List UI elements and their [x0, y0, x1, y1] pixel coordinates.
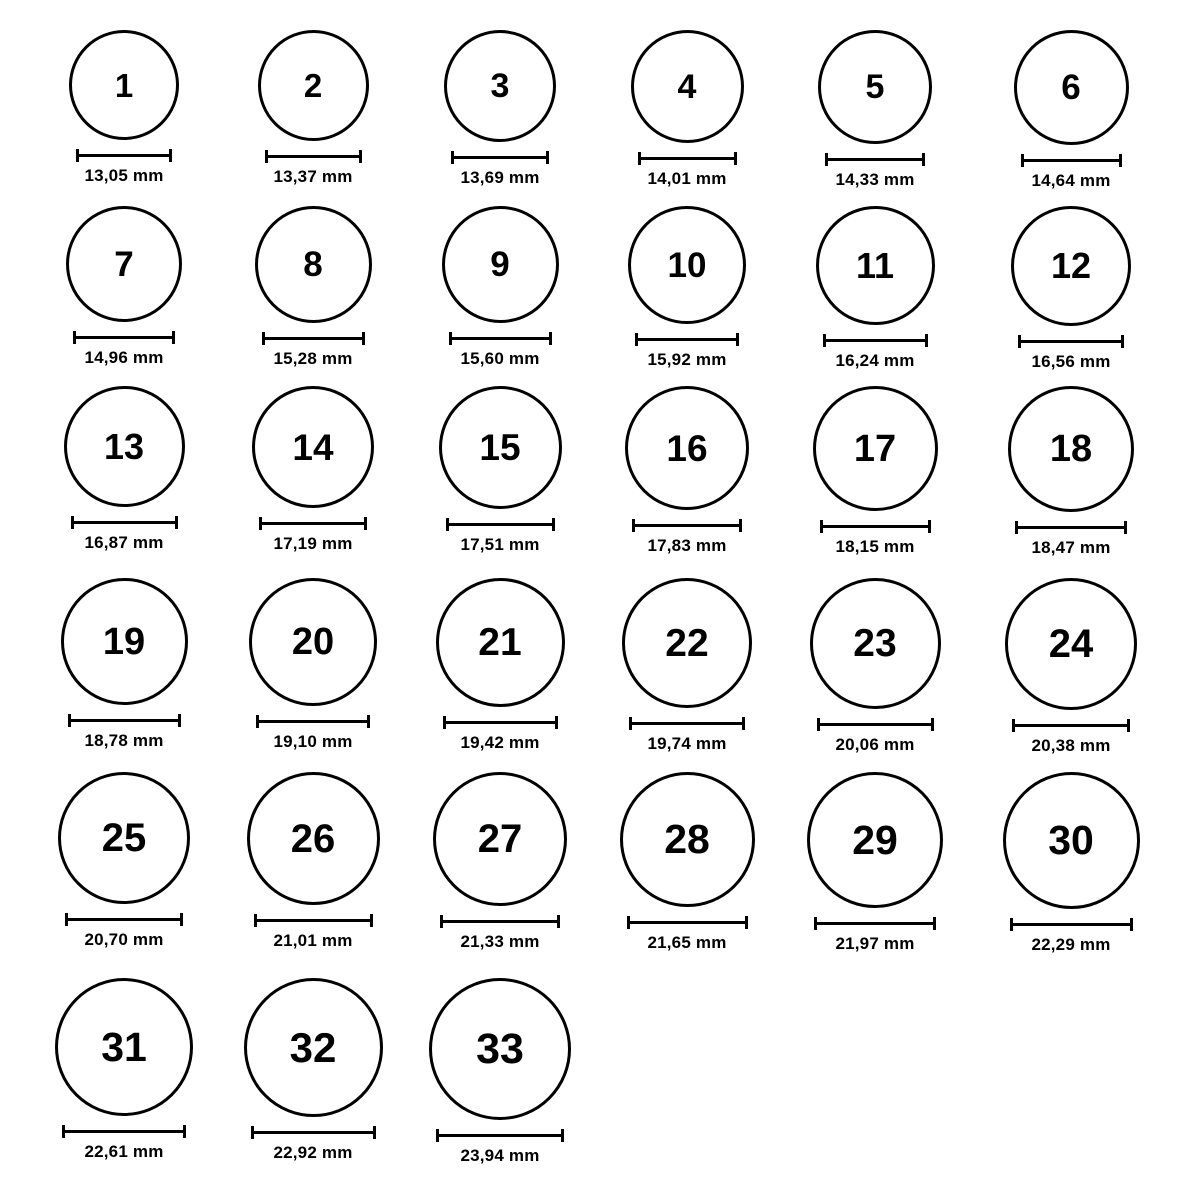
- ring-circle: [64, 386, 185, 507]
- diameter-label: 21,97 mm: [835, 934, 915, 953]
- measure-cap-left: [62, 1125, 65, 1138]
- ring-circle: [625, 386, 749, 510]
- ring-size-number: 32: [289, 1023, 337, 1071]
- ring-size-number: 5: [865, 68, 885, 106]
- measure-cap-right: [370, 914, 373, 927]
- ring-circle: [1008, 386, 1134, 512]
- ring-circle: [247, 772, 380, 905]
- ring-circle: [810, 578, 941, 709]
- diameter-label: 13,69 mm: [460, 168, 540, 187]
- measure-cap-left: [65, 913, 68, 926]
- measure-line: [825, 158, 925, 161]
- measure-cap-right: [362, 332, 365, 345]
- measure-cap-left: [265, 150, 268, 163]
- ring-size-item: [58, 772, 190, 950]
- ring-size-item: [625, 386, 749, 556]
- diameter-measure-bar: [635, 333, 739, 345]
- measure-cap-left: [638, 152, 641, 165]
- diameter-label: 14,01 mm: [647, 169, 727, 188]
- ring-size-number: 29: [852, 816, 898, 863]
- ring-size-item: [818, 30, 932, 190]
- measure-cap-right: [745, 916, 748, 929]
- diameter-label: 20,38 mm: [1031, 736, 1111, 755]
- diameter-measure-bar: [76, 149, 172, 161]
- measure-cap-left: [73, 331, 76, 344]
- diameter-measure-bar: [629, 717, 745, 729]
- measure-cap-left: [262, 332, 265, 345]
- measure-cap-left: [627, 916, 630, 929]
- measure-cap-left: [1010, 918, 1013, 931]
- measure-cap-right: [359, 150, 362, 163]
- diameter-measure-bar: [440, 915, 560, 927]
- ring-size-number: 2: [303, 67, 323, 104]
- ring-size-item: [622, 578, 752, 754]
- ring-size-number: 14: [292, 426, 334, 468]
- measure-cap-right: [561, 1129, 564, 1142]
- ring-size-item: [244, 978, 383, 1163]
- ring-circle: [816, 206, 935, 325]
- ring-size-number: 24: [1048, 622, 1094, 666]
- diameter-label: 16,24 mm: [835, 351, 915, 370]
- diameter-label: 13,37 mm: [273, 167, 353, 186]
- diameter-measure-bar: [265, 150, 362, 162]
- measure-cap-right: [925, 334, 928, 347]
- diameter-measure-bar: [1012, 719, 1130, 731]
- measure-cap-left: [440, 915, 443, 928]
- diameter-measure-bar: [259, 517, 367, 529]
- measure-cap-left: [443, 716, 446, 729]
- measure-line: [820, 525, 931, 528]
- ring-size-item: [810, 578, 941, 755]
- measure-cap-right: [928, 520, 931, 533]
- diameter-measure-bar: [814, 917, 936, 929]
- ring-size-item: [620, 772, 755, 953]
- ring-circle: [61, 578, 188, 705]
- ring-size-item: [442, 206, 559, 369]
- ring-circle: [1014, 30, 1129, 145]
- diameter-measure-bar: [62, 1125, 186, 1137]
- measure-line: [71, 521, 178, 524]
- ring-circle: [1011, 206, 1131, 326]
- measure-cap-right: [175, 516, 178, 529]
- ring-size-number: 16: [666, 427, 708, 469]
- ring-size-item: [1003, 772, 1140, 955]
- diameter-label: 15,60 mm: [460, 349, 540, 368]
- diameter-measure-bar: [256, 715, 370, 727]
- measure-cap-left: [1012, 719, 1015, 732]
- ring-size-number: 21: [478, 621, 522, 664]
- ring-circle: [818, 30, 932, 144]
- diameter-label: 15,28 mm: [273, 349, 353, 368]
- measure-cap-right: [364, 517, 367, 530]
- measure-line: [638, 157, 737, 160]
- ring-size-number: 31: [101, 1023, 147, 1070]
- measure-cap-right: [742, 717, 745, 730]
- ring-size-item: [1014, 30, 1129, 191]
- ring-size-number: 28: [664, 816, 710, 862]
- ring-circle: [69, 30, 179, 140]
- diameter-measure-bar: [1018, 335, 1124, 347]
- ring-circle: [1005, 578, 1137, 710]
- ring-size-number: 22: [665, 621, 709, 665]
- ring-circle: [249, 578, 377, 706]
- measure-line: [627, 921, 748, 924]
- diameter-measure-bar: [449, 332, 552, 344]
- diameter-measure-bar: [627, 916, 748, 928]
- ring-size-number: 11: [855, 244, 895, 286]
- measure-cap-right: [734, 152, 737, 165]
- measure-line: [632, 524, 742, 527]
- diameter-measure-bar: [1010, 918, 1133, 930]
- ring-size-item: [258, 30, 369, 187]
- ring-size-item: [255, 206, 372, 369]
- measure-cap-left: [629, 717, 632, 730]
- diameter-label: 14,96 mm: [84, 348, 164, 367]
- ring-size-item: [69, 30, 179, 186]
- measure-line: [254, 919, 373, 922]
- diameter-measure-bar: [1015, 521, 1127, 533]
- ring-size-number: 13: [103, 425, 145, 467]
- ring-size-number: 1: [114, 66, 134, 104]
- ring-size-item: [55, 978, 193, 1162]
- ring-size-item: [436, 578, 565, 753]
- measure-line: [265, 155, 362, 158]
- measure-line: [62, 1130, 186, 1133]
- measure-cap-left: [254, 914, 257, 927]
- measure-line: [436, 1134, 564, 1137]
- measure-line: [635, 338, 739, 341]
- ring-size-item: [429, 978, 571, 1166]
- ring-circle: [58, 772, 190, 904]
- measure-cap-right: [1127, 719, 1130, 732]
- measure-line: [1012, 724, 1130, 727]
- diameter-label: 21,33 mm: [460, 932, 540, 951]
- ring-size-number: 9: [490, 245, 510, 284]
- diameter-label: 18,15 mm: [835, 537, 915, 556]
- measure-line: [449, 337, 552, 340]
- measure-cap-right: [172, 331, 175, 344]
- measure-cap-left: [449, 332, 452, 345]
- measure-line: [1021, 159, 1122, 162]
- diameter-measure-bar: [823, 334, 928, 346]
- measure-line: [262, 337, 365, 340]
- ring-circle: [255, 206, 372, 323]
- diameter-label: 17,51 mm: [460, 535, 540, 554]
- diameter-label: 14,33 mm: [835, 170, 915, 189]
- measure-cap-left: [820, 520, 823, 533]
- ring-circle: [55, 978, 193, 1116]
- diameter-measure-bar: [825, 153, 925, 165]
- ring-size-number: 25: [101, 816, 147, 860]
- ring-circle: [807, 772, 943, 908]
- measure-cap-left: [256, 715, 259, 728]
- measure-cap-right: [931, 718, 934, 731]
- ring-size-number: 6: [1061, 68, 1081, 107]
- diameter-label: 17,19 mm: [273, 534, 353, 553]
- ring-circle: [439, 386, 562, 509]
- measure-cap-left: [451, 151, 454, 164]
- measure-line: [446, 523, 555, 526]
- ring-size-item: [807, 772, 943, 954]
- measure-cap-right: [739, 519, 742, 532]
- diameter-measure-bar: [638, 152, 737, 164]
- ring-circle: [444, 30, 556, 142]
- diameter-measure-bar: [71, 516, 178, 528]
- ring-circle: [258, 30, 369, 141]
- ring-size-item: [66, 206, 182, 368]
- diameter-label: 19,42 mm: [460, 733, 540, 752]
- measure-cap-left: [76, 149, 79, 162]
- measure-cap-left: [635, 333, 638, 346]
- ring-circle: [433, 772, 567, 906]
- ring-size-item: [64, 386, 185, 553]
- ring-circle: [244, 978, 383, 1117]
- ring-size-item: [813, 386, 938, 557]
- ring-size-number: 12: [1050, 245, 1092, 286]
- measure-cap-left: [632, 519, 635, 532]
- measure-cap-right: [178, 714, 181, 727]
- measure-cap-right: [555, 716, 558, 729]
- measure-line: [259, 522, 367, 525]
- measure-line: [817, 723, 934, 726]
- ring-circle: [631, 30, 744, 143]
- diameter-measure-bar: [817, 718, 934, 730]
- ring-size-item: [252, 386, 374, 554]
- ring-circle: [628, 206, 746, 324]
- measure-cap-left: [251, 1126, 254, 1139]
- ring-size-item: [444, 30, 556, 188]
- ring-size-item: [631, 30, 744, 189]
- measure-line: [76, 154, 172, 157]
- measure-cap-right: [552, 518, 555, 531]
- measure-cap-left: [825, 153, 828, 166]
- ring-size-item: [433, 772, 567, 952]
- measure-line: [443, 721, 558, 724]
- ring-size-number: 3: [490, 67, 510, 105]
- measure-cap-left: [817, 718, 820, 731]
- diameter-label: 21,01 mm: [273, 931, 353, 950]
- measure-line: [68, 719, 181, 722]
- ring-size-number: 19: [102, 620, 146, 663]
- measure-line: [256, 720, 370, 723]
- measure-cap-left: [446, 518, 449, 531]
- ring-size-number: 8: [303, 245, 323, 284]
- ring-circle: [813, 386, 938, 511]
- ring-circle: [1003, 772, 1140, 909]
- diameter-label: 19,74 mm: [647, 734, 727, 753]
- diameter-label: 20,70 mm: [84, 930, 164, 949]
- ring-size-item: [1011, 206, 1131, 372]
- ring-circle: [252, 386, 374, 508]
- measure-line: [65, 918, 183, 921]
- diameter-measure-bar: [251, 1126, 376, 1138]
- measure-line: [823, 339, 928, 342]
- measure-line: [251, 1131, 376, 1134]
- ring-circle: [620, 772, 755, 907]
- diameter-label: 18,47 mm: [1031, 538, 1111, 557]
- ring-size-number: 18: [1049, 428, 1093, 470]
- ring-size-number: 23: [853, 622, 897, 665]
- ring-size-number: 15: [479, 427, 521, 468]
- diameter-measure-bar: [632, 519, 742, 531]
- ring-size-item: [816, 206, 935, 371]
- diameter-label: 23,94 mm: [460, 1146, 540, 1165]
- diameter-measure-bar: [65, 913, 183, 925]
- diameter-measure-bar: [73, 331, 175, 343]
- diameter-measure-bar: [254, 914, 373, 926]
- measure-cap-left: [823, 334, 826, 347]
- ring-size-number: 17: [853, 427, 897, 470]
- measure-line: [1010, 923, 1133, 926]
- measure-cap-right: [933, 917, 936, 930]
- diameter-label: 22,61 mm: [84, 1142, 164, 1161]
- diameter-label: 18,78 mm: [84, 731, 164, 750]
- ring-size-number: 26: [290, 816, 336, 861]
- measure-line: [1018, 340, 1124, 343]
- measure-cap-right: [1119, 154, 1122, 167]
- measure-cap-right: [736, 333, 739, 346]
- diameter-label: 17,83 mm: [647, 536, 727, 555]
- measure-cap-right: [1121, 335, 1124, 348]
- diameter-label: 13,05 mm: [84, 166, 164, 185]
- ring-size-item: [628, 206, 746, 370]
- measure-cap-left: [1015, 521, 1018, 534]
- diameter-label: 15,92 mm: [647, 350, 727, 369]
- measure-cap-right: [373, 1126, 376, 1139]
- ring-circle: [429, 978, 571, 1120]
- diameter-measure-bar: [262, 332, 365, 344]
- measure-cap-right: [546, 151, 549, 164]
- measure-cap-right: [180, 913, 183, 926]
- ring-size-number: 4: [677, 67, 697, 106]
- ring-size-number: 7: [114, 244, 134, 284]
- ring-size-item: [1008, 386, 1134, 558]
- ring-size-number: 30: [1048, 817, 1094, 863]
- measure-cap-right: [169, 149, 172, 162]
- diameter-measure-bar: [436, 1129, 564, 1141]
- ring-size-item: [249, 578, 377, 752]
- ring-size-item: [439, 386, 562, 555]
- measure-line: [814, 922, 936, 925]
- measure-cap-left: [436, 1129, 439, 1142]
- measure-cap-left: [1021, 154, 1024, 167]
- diameter-label: 20,06 mm: [835, 735, 915, 754]
- measure-cap-right: [367, 715, 370, 728]
- ring-circle: [66, 206, 182, 322]
- diameter-label: 22,29 mm: [1031, 935, 1111, 954]
- measure-line: [440, 920, 560, 923]
- ring-size-number: 27: [477, 817, 523, 861]
- diameter-label: 16,87 mm: [84, 533, 164, 552]
- ring-size-number: 10: [667, 245, 707, 285]
- measure-line: [451, 156, 549, 159]
- ring-size-item: [61, 578, 188, 751]
- measure-cap-left: [259, 517, 262, 530]
- diameter-label: 21,65 mm: [647, 933, 727, 952]
- diameter-measure-bar: [1021, 154, 1122, 166]
- ring-circle: [436, 578, 565, 707]
- ring-size-number: 20: [291, 621, 335, 663]
- measure-line: [629, 722, 745, 725]
- ring-circle: [442, 206, 559, 323]
- measure-line: [73, 336, 175, 339]
- diameter-measure-bar: [68, 714, 181, 726]
- ring-size-item: [247, 772, 380, 951]
- measure-cap-left: [814, 917, 817, 930]
- measure-cap-left: [71, 516, 74, 529]
- diameter-measure-bar: [820, 520, 931, 532]
- measure-cap-right: [1130, 918, 1133, 931]
- measure-line: [1015, 526, 1127, 529]
- measure-cap-right: [557, 915, 560, 928]
- diameter-label: 19,10 mm: [273, 732, 353, 751]
- diameter-measure-bar: [446, 518, 555, 530]
- measure-cap-left: [68, 714, 71, 727]
- measure-cap-right: [1124, 521, 1127, 534]
- ring-size-number: 33: [476, 1024, 524, 1073]
- ring-size-item: [1005, 578, 1137, 756]
- measure-cap-right: [922, 153, 925, 166]
- diameter-label: 16,56 mm: [1031, 352, 1111, 371]
- ring-circle: [622, 578, 752, 708]
- diameter-measure-bar: [443, 716, 558, 728]
- measure-cap-right: [183, 1125, 186, 1138]
- diameter-label: 14,64 mm: [1031, 171, 1111, 190]
- diameter-label: 22,92 mm: [273, 1143, 353, 1162]
- diameter-measure-bar: [451, 151, 549, 163]
- measure-cap-left: [1018, 335, 1021, 348]
- measure-cap-right: [549, 332, 552, 345]
